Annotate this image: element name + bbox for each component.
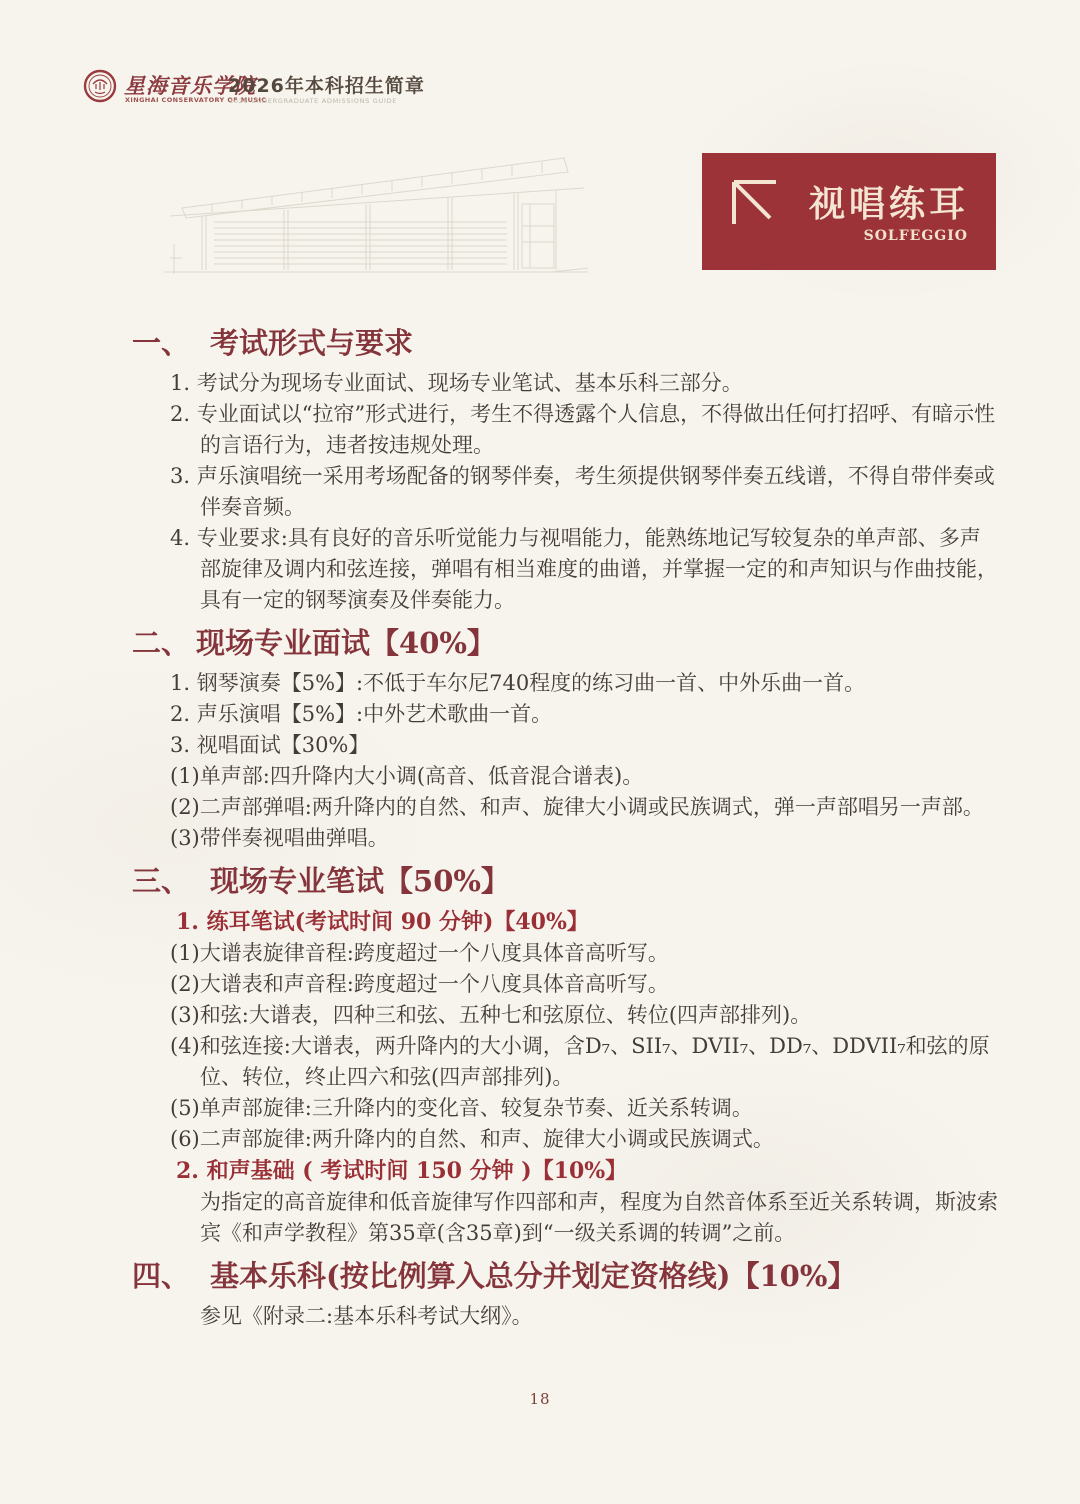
list-item: (3)带伴奏视唱曲弹唱。 xyxy=(170,826,389,850)
section-title: 现场专业笔试【50%】 xyxy=(210,864,510,898)
school-seal-logo-icon xyxy=(83,69,117,103)
list-item: (3)和弦:大谱表，四种三和弦、五种七和弦原位、转位(四声部排列)。 xyxy=(170,1003,812,1027)
list-item: (2)大谱表和声音程:跨度超过一个八度具体音高听写。 xyxy=(170,972,669,996)
subsection-heading: 1. 练耳笔试(考试时间 90 分钟)【40%】 xyxy=(176,909,589,935)
section-heading-2 xyxy=(132,623,1000,663)
section-title: 考试形式与要求 xyxy=(210,326,414,360)
paragraph: 参见《附录二:基本乐科考试大纲》。 xyxy=(200,1304,533,1328)
list-item: 2. 声乐演唱【5%】:中外艺术歌曲一首。 xyxy=(170,702,553,726)
chapter-banner xyxy=(702,153,996,270)
list-item: (6)二声部旋律:两升降内的自然、和声、旋律大小调或民族调式。 xyxy=(170,1127,774,1151)
section-heading-1 xyxy=(132,323,1000,363)
list-item: (2)二声部弹唱:两升降内的自然、和声、旋律大小调或民族调式，弹一声部唱另一声部。 xyxy=(170,795,984,819)
guide-title-en: 2026 UNDERGRADUATE ADMISSIONS GUIDE xyxy=(229,97,398,105)
section-number: 二、 xyxy=(132,626,191,660)
section-title: 基本乐科(按比例算入总分并划定资格线)【10%】 xyxy=(210,1259,857,1293)
chapter-title: 视唱练耳 xyxy=(808,183,969,225)
list-item: (1)大谱表旋律音程:跨度超过一个八度具体音高听写。 xyxy=(170,941,669,965)
list-item: 4. 专业要求:具有良好的音乐听觉能力与视唱能力，能熟练地记写较复杂的单声部、多声部旋律及调内和弦连接，弹唱有相当难度的曲谱，并掌握一定的和声知识与作曲技能，具有一定的钢琴演奏及伴奏能力。 xyxy=(170,526,998,612)
section-title: 现场专业面试【40%】 xyxy=(196,626,496,660)
chapter-title-en: SOLFEGGIO xyxy=(863,228,968,244)
building-sketch xyxy=(152,146,597,296)
document-body xyxy=(132,316,1000,1332)
section-heading-4 xyxy=(132,1256,1000,1296)
list-item: 1. 钢琴演奏【5%】:不低于车尔尼740程度的练习曲一首、中外乐曲一首。 xyxy=(170,671,866,695)
school-name-zh: 星海音乐学院 xyxy=(124,73,256,98)
section-number: 四、 xyxy=(132,1259,191,1293)
paragraph: 为指定的高音旋律和低音旋律写作四部和声，程度为自然音体系至近关系转调，斯波索宾《和声学教程》第35章(含35章)到“一级关系调的转调”之前。 xyxy=(200,1190,998,1245)
section-number: 三、 xyxy=(132,864,191,898)
arrow-up-left-icon xyxy=(730,178,782,230)
section-number: 一、 xyxy=(132,326,191,360)
school-name-en: XINGHAI CONSERVATORY OF MUSIC xyxy=(125,96,267,104)
list-item: 2. 专业面试以“拉帘”形式进行，考生不得透露个人信息，不得做出任何打招呼、有暗示性的言语行为，违者按违规处理。 xyxy=(170,402,996,457)
section-heading-3 xyxy=(132,861,1000,901)
list-item: 3. 视唱面试【30%】 xyxy=(170,733,370,757)
page-header xyxy=(0,0,1080,120)
list-item: 3. 声乐演唱统一采用考场配备的钢琴伴奏，考生须提供钢琴伴奏五线谱，不得自带伴奏或伴奏音频。 xyxy=(170,464,995,519)
guide-title-zh: 2026年本科招生简章 xyxy=(228,75,425,97)
list-item: 1. 考试分为现场专业面试、现场专业笔试、基本乐科三部分。 xyxy=(170,371,743,395)
page-number: 18 xyxy=(529,1390,551,1408)
list-item: (5)单声部旋律:三升降内的变化音、较复杂节奏、近关系转调。 xyxy=(170,1096,753,1120)
list-item: (4)和弦连接:大谱表，两升降内的大小调，含D₇、SII₇、DVII₇、DD₇、DDVII₇和弦的原位、转位，终止四六和弦(四声部排列)。 xyxy=(170,1034,990,1089)
subsection-heading: 2. 和声基础 ( 考试时间 150 分钟 )【10%】 xyxy=(176,1158,628,1184)
list-item: (1)单声部:四升降内大小调(高音、低音混合谱表)。 xyxy=(170,764,644,788)
